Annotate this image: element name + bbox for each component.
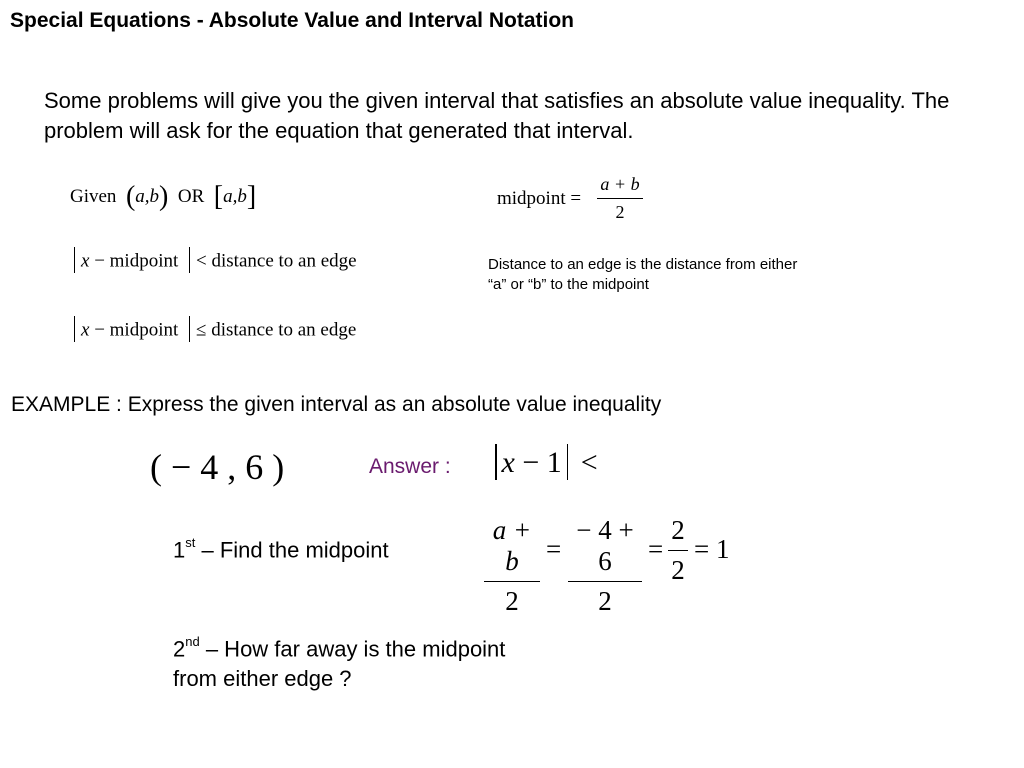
given-intervals: Given (a,b) OR [a,b] — [70, 181, 257, 212]
step-2: 2nd – How far away is the midpoint from either edge ? — [173, 634, 506, 692]
midpoint-fraction — [597, 174, 643, 223]
calc-result: = 1 — [694, 534, 730, 564]
calc-fraction-3: 2 2 — [668, 515, 688, 586]
distance-note: Distance to an edge is the distance from either “a” or “b” to the midpoint — [488, 256, 798, 293]
calc-equals-2: = — [648, 534, 664, 564]
answer-expression: x − 1 < — [490, 446, 598, 483]
intro-paragraph: Some problems will give you the given interval that satisfies an absolute value inequality. The problem will ask for the equation that generated that interval. — [44, 88, 950, 143]
midpoint-numerator: a + b — [600, 174, 640, 194]
page-title: Special Equations - Absolute Value and Interval Notation — [10, 9, 574, 32]
midpoint-denominator: 2 — [615, 202, 625, 222]
non-strict-inequality: x − midpoint ≤ distance to an edge — [68, 318, 356, 344]
or-word: OR — [177, 186, 205, 207]
calc-fraction-1: a + b 2 — [484, 515, 540, 617]
strict-inequality: x − midpoint < distance to an edge — [68, 249, 357, 275]
example-heading: EXAMPLE : Express the given interval as an absolute value inequality — [11, 393, 662, 416]
calc-fraction-2: − 4 + 6 2 — [568, 515, 642, 617]
step-1: 1st – Find the midpoint — [173, 535, 389, 563]
midpoint-label: midpoint = — [497, 188, 582, 209]
given-word: Given — [70, 186, 117, 207]
open-interval: a,b — [135, 186, 160, 207]
closed-interval: a,b — [223, 186, 247, 207]
example-interval: ( − 4 , 6 ) — [150, 447, 285, 487]
calc-equals-1: = — [546, 534, 562, 564]
answer-label: Answer : — [369, 455, 451, 478]
